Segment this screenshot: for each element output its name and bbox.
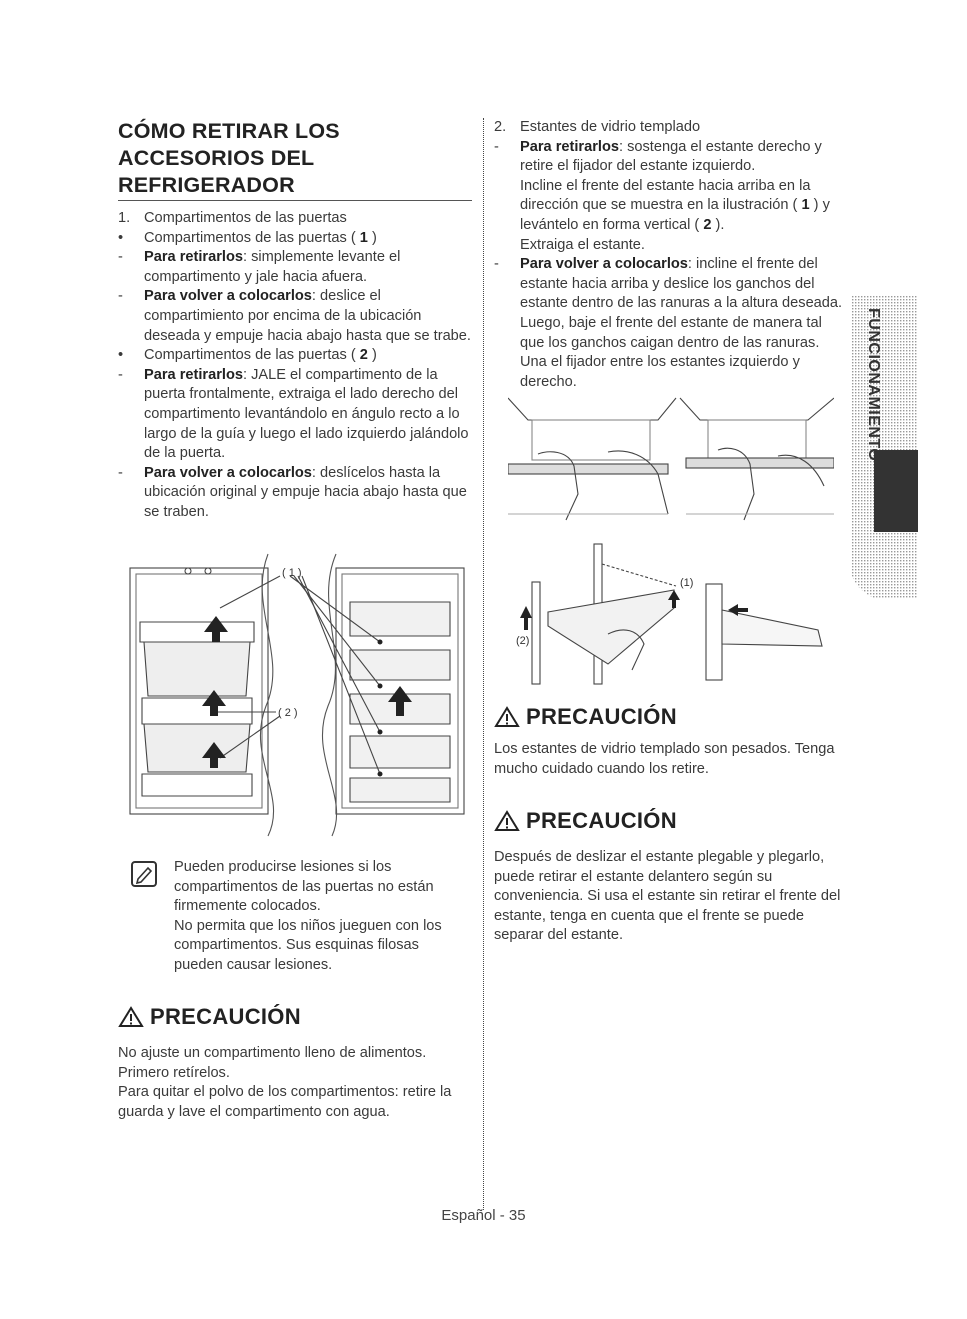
caution-left-title: PRECAUCIÓN [150, 1004, 301, 1029]
list-item [118, 287, 474, 346]
bold-label: 1 [801, 197, 810, 214]
item-text: ) [367, 347, 377, 364]
list-marker: - [118, 249, 123, 266]
note-block [130, 858, 470, 976]
list-item [494, 138, 846, 256]
side-tab [852, 296, 918, 598]
bold-label: Para volver a colocarlos [144, 464, 312, 481]
item-text: Compartimentos de las puertas [144, 210, 347, 226]
figure-label-2: ( 2 ) [278, 707, 298, 719]
list-item [118, 209, 474, 229]
caution-right-1-text: Los estantes de vidrio templado son pesados. Tenga mucho cuidado cuando los retire. [494, 741, 835, 777]
list-item [494, 255, 846, 392]
item-text: ). Extraiga el estante. [520, 216, 725, 253]
bold-label: 1 [359, 229, 368, 246]
item-text: : sostenga el estante derecho y retire el fijador del estante izquierdo. Incline el frente del estante hacia arriba en la dirección que se muestra en la ilustración ( [520, 138, 822, 214]
caution-right-2-title: PRECAUCIÓN [526, 808, 677, 833]
title-rule [118, 200, 472, 201]
item-text: : simplemente levante el compartimento y jale hacia afuera. [144, 249, 401, 285]
item-text: Estantes de vidrio templado [520, 119, 701, 135]
note-icon [130, 860, 158, 888]
caution-right-2-heading [494, 808, 846, 834]
warning-triangle-icon [494, 810, 520, 832]
list-marker: • [118, 229, 124, 246]
bold-label: Para retirarlos [520, 138, 619, 155]
bold-label: Para retirarlos [144, 249, 243, 266]
list-item [118, 366, 474, 464]
list-marker: - [118, 366, 123, 383]
item-text: : JALE el compartimento de la puerta frontalmente, extraiga el lado derecho del compartimento levantándolo en ángulo recto a lo largo de la guía y luego el lado izquierdo jalándolo de la puerta. [144, 366, 469, 462]
caution-left-text: No ajuste un compartimento lleno de alimentos. Primero retírelos. Para quitar el polvo de los compartimentos: retire la guarda y lave el compartimento con agua. [118, 1045, 452, 1120]
glass-shelf-instructions [494, 118, 846, 392]
note-text: Pueden producirse lesiones si los compartimentos de las puertas no están firmemente colocados. No permita que los niños jueguen con los compartimentos. Sus esquinas filosas pueden causar lesiones. [174, 859, 442, 973]
caution-left-heading [118, 1004, 474, 1030]
column-divider [483, 118, 484, 1210]
list-item [118, 229, 474, 249]
section-title: CÓMO RETIRAR LOS ACCESORIOS DEL REFRIGERADOR [118, 119, 340, 197]
figure-label-1: ( 1 ) [282, 567, 302, 579]
list-item [118, 248, 474, 287]
item-text: ) y levántelo en forma vertical ( [520, 197, 830, 233]
shelf-label-2: (2) [516, 635, 530, 647]
list-item [118, 346, 474, 366]
warning-triangle-icon [494, 706, 520, 728]
bold-label: Para volver a colocarlos [144, 288, 312, 305]
list-marker: • [118, 347, 124, 364]
list-item [118, 464, 474, 523]
bold-label: 2 [703, 216, 712, 233]
list-marker: 1. [118, 210, 131, 226]
list-marker: - [118, 288, 123, 305]
item-text: : deslice el compartimiento por encima de la ubicación deseada y empuje hacia abajo hasta que se trabe. [144, 288, 471, 344]
warning-triangle-icon [118, 1006, 144, 1028]
list-marker: - [494, 138, 499, 155]
item-text: ) [367, 229, 377, 246]
list-marker: 2. [494, 119, 507, 135]
shelf-label-1: (1) [680, 577, 694, 589]
right-column [494, 118, 846, 392]
item-text: : incline el frente del estante hacia arriba y deslice los ganchos del estante dentro de las ranuras a la altura deseada. Luego, baje el frente del estante de manera tal que los ganchos caigan dentro de las ranuras. Una el fijador entre los estantes izquierdo y derecho. [520, 256, 843, 390]
list-marker: - [494, 256, 499, 273]
caution-left [118, 1004, 474, 1122]
item-text: Compartimentos de las puertas ( [144, 347, 360, 364]
left-column [118, 118, 474, 523]
bold-label: Para retirarlos [144, 366, 243, 383]
list-item [494, 118, 846, 138]
bold-label: 2 [359, 347, 368, 364]
page-footer: Español - 35 [441, 1207, 526, 1224]
caution-right-1-title: PRECAUCIÓN [526, 704, 677, 729]
door-compartment-instructions [118, 209, 474, 523]
item-text: Compartimentos de las puertas ( [144, 229, 360, 246]
door-compartments-figure [118, 546, 474, 842]
item-text: : deslícelos hasta la ubicación original y empuje hacia abajo hasta que se traben. [144, 464, 467, 520]
glass-shelf-figure [508, 394, 834, 686]
side-tab-label: FUNCIONAMIENTO [865, 308, 882, 462]
caution-right-2 [494, 808, 846, 946]
caution-right-1 [494, 704, 846, 779]
caution-right-2-text: Después de deslizar el estante plegable y plegarlo, puede retirar el estante delantero según su conveniencia. Si usa el estante sin retirar el frente del estante, tenga en cuenta que el frente se puede separar del estante. [494, 849, 841, 944]
list-marker: - [118, 464, 123, 481]
bold-label: Para volver a colocarlos [520, 256, 688, 273]
caution-right-1-heading [494, 704, 846, 730]
